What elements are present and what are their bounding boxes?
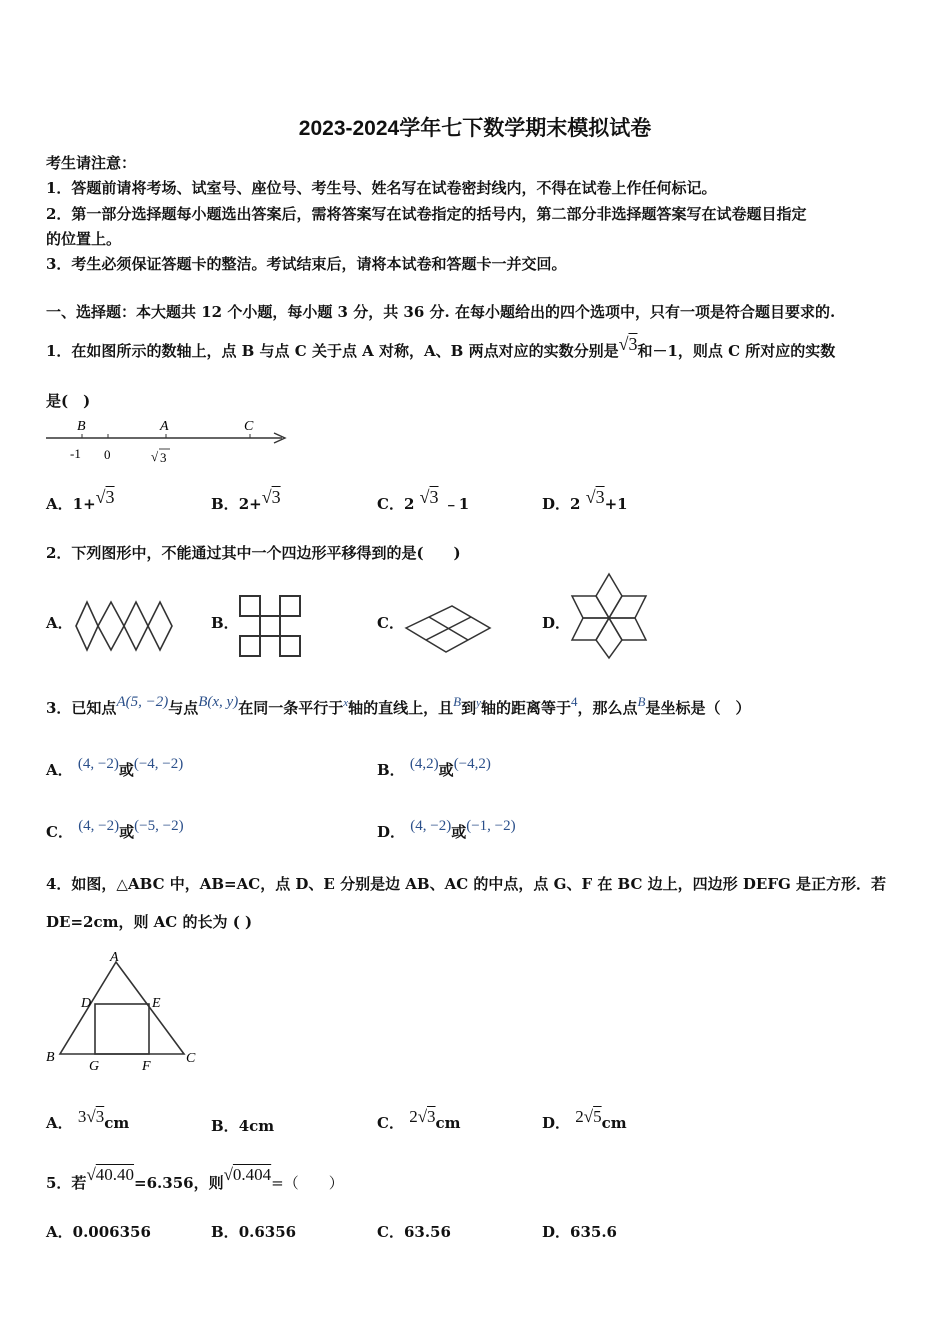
option-label: A． xyxy=(46,495,73,513)
option-label: D． xyxy=(542,1114,571,1132)
rhombus-shape xyxy=(76,602,98,650)
q3-var-b2: B xyxy=(637,694,646,709)
option-point-1: (4,2) xyxy=(409,756,439,772)
q5-option-a[interactable] xyxy=(46,1221,151,1242)
option-label: C． xyxy=(46,823,73,841)
q4-stem-line1: 4．如图，△ABC 中，AB=AC，点 D、E 分别是边 AB、AC 的中点，点 G、F 在 BC 边上，四边形 DEFG 是正方形．若 xyxy=(46,875,887,893)
tick-label-sqrt-sign: √ xyxy=(151,449,159,464)
square-shape xyxy=(280,636,300,656)
option-value: 635.6 xyxy=(570,1223,617,1241)
option-point-1: (4, −2) xyxy=(78,818,120,834)
q3-point-b: B(x, y) xyxy=(198,694,239,710)
vertex-label-a: A xyxy=(110,950,119,965)
q1-text-b: 和－1，则点 C 所对应的实数 xyxy=(637,342,836,360)
square-shape xyxy=(260,616,280,636)
option-label: D． xyxy=(542,1223,571,1241)
q4-stem-line2: DE=2cm，则 AC 的长为 ( ) xyxy=(46,913,253,931)
q3-point-a: A(5, −2) xyxy=(116,694,169,710)
q1-option-a[interactable] xyxy=(46,487,115,514)
q4-option-b[interactable] xyxy=(211,1115,274,1136)
point-label-c: C xyxy=(244,419,254,434)
notice-item: 的位置上。 xyxy=(46,230,122,248)
q1-text-a: 1．在如图所示的数轴上，点 B 与点 C 关于点 A 对称，A、B 两点对应的实数分别是 xyxy=(46,342,619,360)
option-pre: 2 xyxy=(570,495,581,513)
option-unit: cm xyxy=(601,1114,627,1132)
square-defg xyxy=(95,1004,149,1054)
option-or: 或 xyxy=(438,761,454,779)
q2-figure-c xyxy=(402,600,494,658)
q1-stem xyxy=(46,334,836,361)
square-shape xyxy=(280,596,300,616)
q1-option-b[interactable] xyxy=(211,487,281,514)
option-or: 或 xyxy=(119,823,135,841)
q3-text: 3．已知点 xyxy=(46,699,117,717)
rhombus-shape xyxy=(609,596,646,618)
option-label: B． xyxy=(377,761,405,779)
option-radical: 2√5 xyxy=(575,1107,602,1126)
q3-var-x: x xyxy=(343,697,349,709)
q3-text: 到 xyxy=(461,699,477,717)
tick-label-sqrt3: 3 xyxy=(160,450,167,465)
option-label: B． xyxy=(211,495,239,513)
option-label: C． xyxy=(377,1223,404,1241)
option-coef: 3 xyxy=(77,1107,87,1126)
q1-root: 3 xyxy=(628,334,638,354)
q5-radicand-2: 0.404 xyxy=(232,1165,272,1184)
vertex-label-f: F xyxy=(142,1059,151,1074)
option-coef: 2 xyxy=(409,1107,418,1126)
option-unit: cm xyxy=(435,1114,461,1132)
q3-value-4: 4 xyxy=(571,694,578,709)
option-value: 4cm xyxy=(238,1117,275,1135)
option-root: 3 xyxy=(95,1107,105,1126)
page-title: 2023-2024学年七下数学期末模拟试卷 xyxy=(298,117,652,140)
vertex-label-c: C xyxy=(186,1051,196,1066)
option-label: D． xyxy=(377,823,406,841)
rhombus-shape xyxy=(596,574,622,618)
option-post: +1 xyxy=(604,495,628,513)
option-radical: 2√3 xyxy=(409,1107,436,1126)
option-root: 3 xyxy=(105,487,115,507)
option-root: 3 xyxy=(271,487,281,507)
vertex-label-g: G xyxy=(89,1059,100,1074)
option-sqrt: √3 xyxy=(585,487,605,507)
q3-text: 轴的直线上，且 xyxy=(348,699,454,717)
vertex-label-d: D xyxy=(81,996,92,1011)
q3-option-d[interactable] xyxy=(377,818,516,842)
option-label: B． xyxy=(211,1223,239,1241)
option-root: 3 xyxy=(429,487,439,507)
q5-sqrt-1: √40.40 xyxy=(86,1165,135,1184)
option-label: C． xyxy=(377,495,404,513)
q3-option-c[interactable] xyxy=(46,818,184,842)
q5-option-d[interactable] xyxy=(542,1221,617,1242)
option-pre: 2 xyxy=(403,495,415,513)
option-value: 63.56 xyxy=(403,1223,451,1241)
q5-radicand-1: 40.40 xyxy=(95,1165,135,1184)
notice-item: 1．答题前请将考场、试室号、座位号、考生号、姓名写在试卷密封线内，不得在试卷上作任何标记。 xyxy=(46,179,717,197)
section-heading: 一、选择题：本大题共 12 个小题，每小题 3 分，共 36 分. 在每小题给出的四个选项中，只有一项是符合题目要求的. xyxy=(46,303,836,321)
option-point-2: (−4,2) xyxy=(453,756,491,772)
rhombus-shape xyxy=(148,602,172,650)
square-shape xyxy=(240,596,260,616)
notice-heading: 考生请注意： xyxy=(46,154,137,172)
q3-stem xyxy=(46,694,751,718)
q3-text: 轴的距离等于 xyxy=(480,699,571,717)
rhombus-shape xyxy=(596,618,622,658)
option-unit: cm xyxy=(104,1114,130,1132)
rhombus-shape xyxy=(572,596,609,618)
vertex-label-e: E xyxy=(152,996,161,1011)
q1-text-c: 是( ) xyxy=(46,392,91,410)
option-or: 或 xyxy=(118,761,134,779)
q5-text: 5．若 xyxy=(46,1174,87,1192)
q3-option-b[interactable] xyxy=(377,756,491,780)
q2-option-b-label[interactable]: B． xyxy=(211,614,239,632)
q1-option-c[interactable] xyxy=(377,487,470,514)
rhombus-divider xyxy=(426,617,471,640)
option-label: A． xyxy=(46,1223,73,1241)
q3-text: ，那么点 xyxy=(577,699,638,717)
q5-text: =6.356，则 xyxy=(134,1174,224,1192)
q1-sqrt: √3 xyxy=(618,334,638,354)
q3-text: 在同一条平行于 xyxy=(238,699,344,717)
q3-option-a[interactable] xyxy=(46,756,184,780)
q4-option-d[interactable] xyxy=(542,1107,627,1133)
q3-text: 与点 xyxy=(168,699,199,717)
q3-text: 是坐标是（ ） xyxy=(645,699,751,717)
option-pre: 2+ xyxy=(238,495,262,513)
q3-var-b: B xyxy=(453,694,462,709)
option-point-2: (−4, −2) xyxy=(133,756,184,772)
q2-figure-b xyxy=(236,592,304,660)
q1-option-d[interactable] xyxy=(542,487,628,514)
option-label: B． xyxy=(211,1117,239,1135)
triangle-figure xyxy=(44,948,204,1074)
q2-figure-d xyxy=(568,570,650,662)
q2-figure-a xyxy=(74,594,176,658)
number-line-figure xyxy=(44,416,294,468)
option-pre: 1+ xyxy=(72,495,96,513)
option-label: D． xyxy=(542,495,571,513)
tick-label-neg1: -1 xyxy=(70,446,81,461)
option-root: 3 xyxy=(427,1107,436,1126)
q4-option-a[interactable] xyxy=(46,1107,130,1133)
q2-option-a-label[interactable]: A． xyxy=(46,614,73,632)
option-value: 0.6356 xyxy=(238,1223,297,1241)
q5-sqrt-2: √0.404 xyxy=(223,1165,272,1184)
q5-option-c[interactable] xyxy=(377,1221,451,1242)
option-or: 或 xyxy=(451,823,467,841)
q2-option-d-label[interactable]: D． xyxy=(542,614,571,632)
rhombus-shape xyxy=(124,602,148,650)
option-radical: 3√3 xyxy=(77,1107,105,1126)
point-label-a: A xyxy=(160,419,169,434)
option-sqrt: √3 xyxy=(261,487,281,507)
rhombus-shape xyxy=(609,618,646,640)
point-label-b: B xyxy=(77,419,86,434)
option-point-2: (−5, −2) xyxy=(134,818,184,834)
q3-var-y: y xyxy=(476,697,481,709)
vertex-label-b: B xyxy=(46,1050,55,1065)
q5-option-b[interactable] xyxy=(211,1221,296,1242)
option-label: A． xyxy=(46,761,73,779)
notice-item: 3．考生必须保证答题卡的整洁。考试结束后，请将本试卷和答题卡一并交回。 xyxy=(46,255,567,273)
option-label: A． xyxy=(46,1114,73,1132)
triangle-abc xyxy=(60,962,184,1054)
tick-label-0: 0 xyxy=(104,447,111,462)
rhombus-shape xyxy=(98,602,124,650)
option-point-1: (4, −2) xyxy=(410,818,452,834)
option-point-1: (4, −2) xyxy=(77,756,119,772)
option-label: C． xyxy=(377,1114,404,1132)
q5-text: =（ ） xyxy=(271,1174,344,1192)
notice-item: 2．第一部分选择题每小题选出答案后，需将答案写在试卷指定的括号内，第二部分非选择题答案写在试卷题目指定 xyxy=(46,205,807,223)
option-sqrt: √3 xyxy=(95,487,115,507)
q2-stem: 2．下列图形中，不能通过其中一个四边形平移得到的是( ) xyxy=(46,544,461,562)
q5-stem xyxy=(46,1165,344,1193)
option-post: ﹣1 xyxy=(443,495,470,513)
q2-option-c-label[interactable]: C． xyxy=(377,614,404,632)
option-point-2: (−1, −2) xyxy=(466,818,516,834)
square-shape xyxy=(240,636,260,656)
option-sqrt: √3 xyxy=(419,487,439,507)
option-root: 3 xyxy=(595,487,605,507)
option-coef: 2 xyxy=(575,1107,584,1126)
option-root: 5 xyxy=(593,1107,602,1126)
option-value: 0.006356 xyxy=(72,1223,151,1241)
q4-option-c[interactable] xyxy=(377,1107,461,1133)
rhombus-shape xyxy=(572,618,609,640)
